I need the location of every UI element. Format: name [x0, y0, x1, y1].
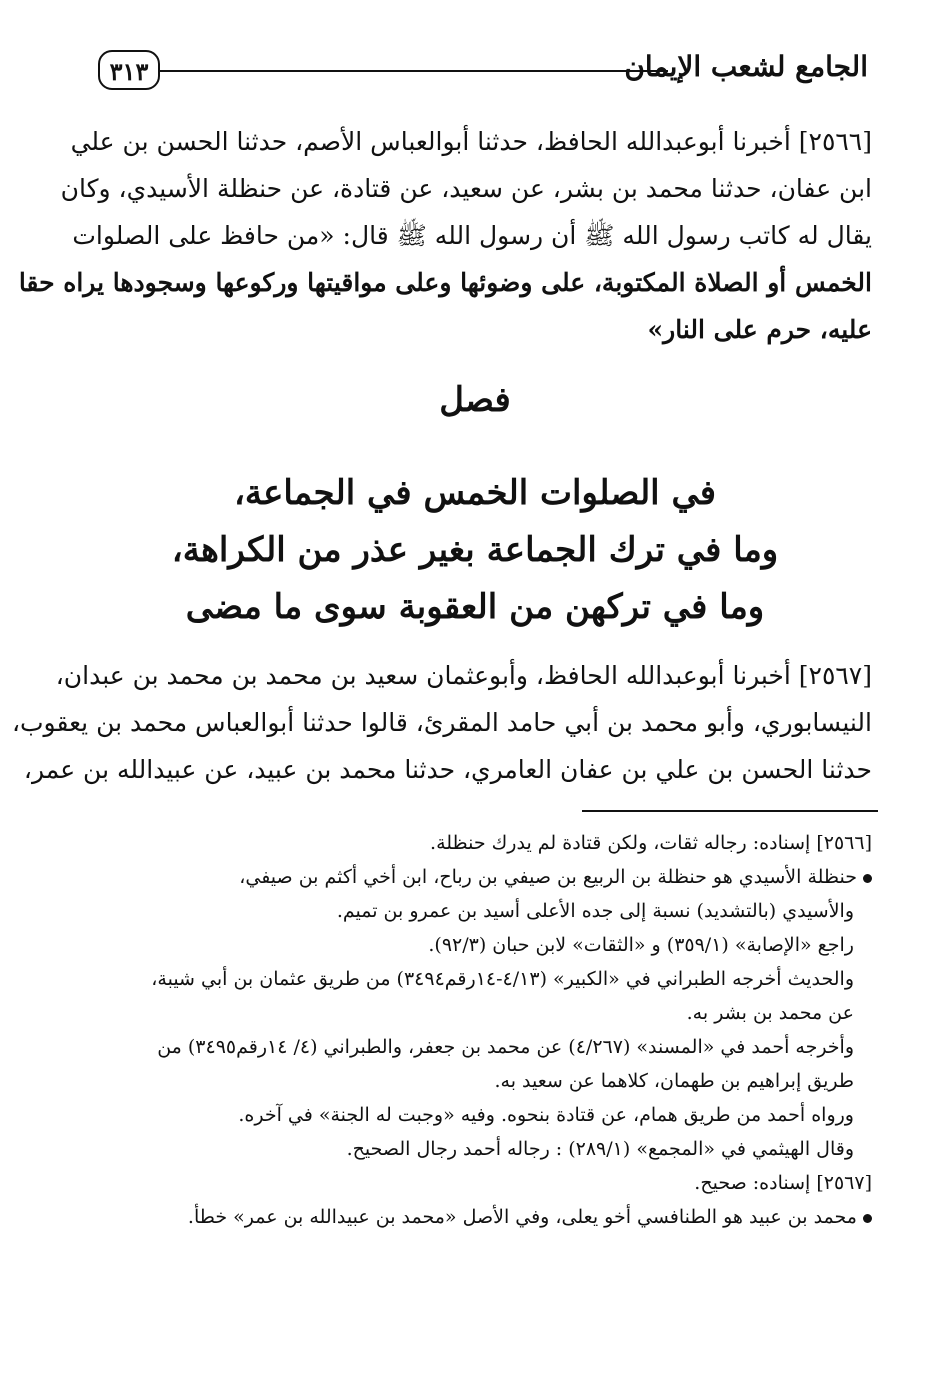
hadith-2567-line: حدثنا الحسن بن علي بن عفان العامري، حدثنا محمد بن عبيد، عن عبيدالله بن عمر، — [23, 755, 872, 784]
footnote-line: راجع «الإصابة» (٣٥٩/١) و «الثقات» لابن حبان (٩٢/٣). — [428, 934, 854, 956]
hadith-2567-line: النيسابوري، وأبو محمد بن أبي حامد المقرئ، قالوا حدثنا أبوالعباس محمد بن يعقوب، — [11, 708, 872, 737]
footnote-line: وأخرجه أحمد في «المسند» (٤/٢٦٧) عن محمد بن جعفر، والطبراني (٤/ ١٤رقم٣٤٩٥) من — [157, 1036, 854, 1058]
footnote-line: والأسيدي (بالتشديد) نسبة إلى جده الأعلى أسيد بن عمرو بن تميم. — [336, 900, 854, 922]
hadith-2566 — [18, 118, 872, 353]
footnote-line: طريق إبراهيم بن طهمان، كلاهما عن سعيد به. — [494, 1070, 854, 1092]
hadith-2566-line: عليه، حرم على النار» — [647, 315, 872, 344]
footnote-2566-heading: [٢٥٦٦] إسناده: رجاله ثقات، ولكن قتادة لم يدرك حنظلة. — [430, 832, 872, 854]
chapter-title-line: وما في ترك الجماعة بغير عذر من الكراهة، — [171, 530, 779, 570]
footnote-bullet-line — [72, 1200, 872, 1234]
page-number: ٣١٣ — [98, 50, 160, 90]
footnotes — [72, 826, 872, 1234]
chapter-title — [0, 465, 950, 636]
bullet-icon — [863, 874, 872, 883]
footnote-line: ورواه أحمد من طريق همام، عن قتادة بنحوه. وفيه «وجبت له الجنة» في آخره. — [238, 1104, 854, 1126]
chapter-title-line: في الصلوات الخمس في الجماعة، — [233, 473, 717, 513]
footnote-separator — [582, 810, 878, 812]
chapter-title-line: وما في تركهن من العقوبة سوى ما مضى — [185, 587, 765, 627]
footnote-line: والحديث أخرجه الطبراني في «الكبير» (٤/١٣-١٤رقم٣٤٩٤) من طريق عثمان بن أبي شيبة، — [151, 968, 854, 990]
footnote-text: محمد بن عبيد هو الطنافسي أخو يعلى، وفي الأصل «محمد بن عبيدالله بن عمر» خطأ. — [187, 1206, 857, 1228]
footnote-2567-heading: [٢٥٦٧] إسناده: صحيح. — [694, 1172, 872, 1194]
footnote-bullet-line — [72, 860, 872, 894]
bullet-icon — [863, 1214, 872, 1223]
footnote-text: حنظلة الأسيدي هو حنظلة بن الربيع بن صيفي بن رباح، ابن أخي أكثم بن صيفي، — [239, 866, 857, 888]
page-header — [98, 48, 868, 96]
book-title: الجامع لشعب الإيمان — [624, 50, 868, 83]
header-rule — [160, 70, 668, 72]
hadith-2566-line: [٢٥٦٦] أخبرنا أبوعبدالله الحافظ، حدثنا أبوالعباس الأصم، حدثنا الحسن بن علي — [70, 127, 872, 156]
hadith-2567-line: [٢٥٦٧] أخبرنا أبوعبدالله الحافظ، وأبوعثمان سعيد بن محمد بن محمد بن عبدان، — [55, 661, 872, 690]
footnote-line: عن محمد بن بشر به. — [686, 1002, 854, 1024]
hadith-2566-line: ابن عفان، حدثنا محمد بن بشر، عن سعيد، عن قتادة، عن حنظلة الأسيدي، وكان — [60, 174, 872, 203]
hadith-2567 — [11, 652, 872, 793]
hadith-2566-line: الخمس أو الصلاة المكتوبة، على وضوئها وعلى مواقيتها وركوعها وسجودها يراه حقا — [18, 268, 872, 297]
section-title: فصل — [439, 380, 511, 420]
hadith-2566-line: يقال له كاتب رسول الله ﷺ أن رسول الله ﷺ قال: «من حافظ على الصلوات — [72, 221, 872, 250]
footnote-line: وقال الهيثمي في «المجمع» (٢٨٩/١) : رجاله أحمد رجال الصحيح. — [346, 1138, 854, 1160]
